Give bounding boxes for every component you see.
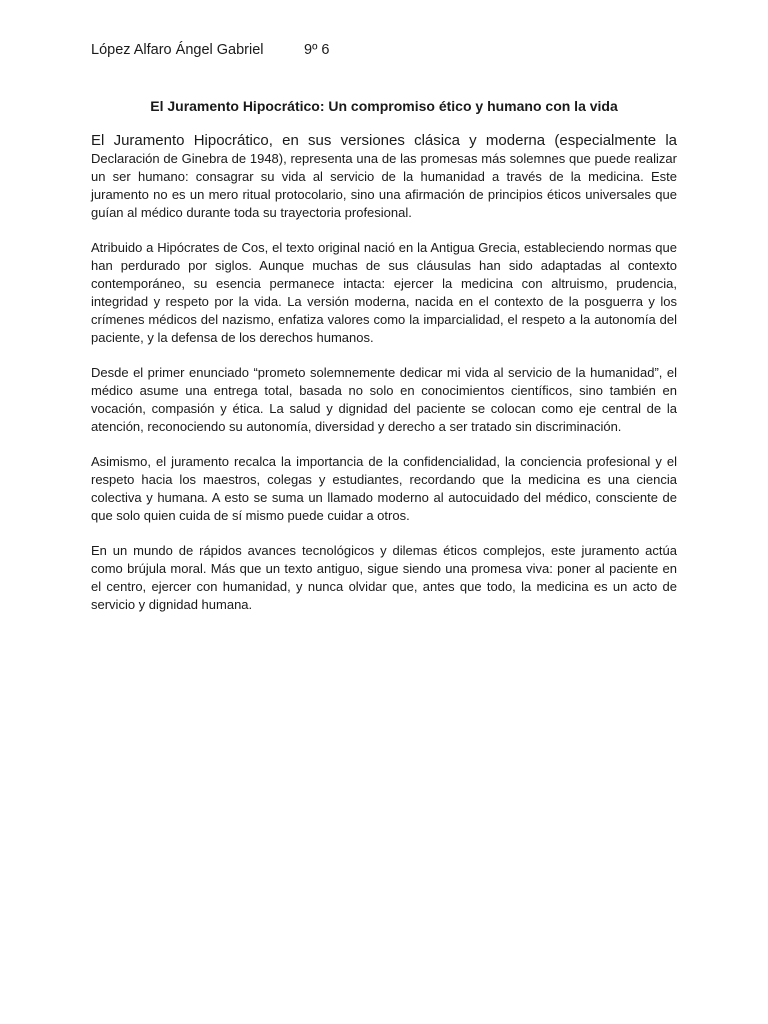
document-title: El Juramento Hipocrático: Un compromiso ético y humano con la vida <box>150 98 618 114</box>
paragraph-2: Atribuido a Hipócrates de Cos, el texto original nació en la Antigua Grecia, estableciendo normas que han perdurado por siglos. Aunque muchas de sus cláusulas han sido adaptadas al contexto contemporáneo, su esencia permanece intacta: ejercer la medicina con altruismo, prudencia, integridad y respeto por la vida. La versión moderna, nacida en el contexto de la posguerra y los crímenes médicos del nazismo, enfatiza valores como la imparcialidad, el respeto a la autonomía del paciente, y la defensa de los derechos humanos. <box>91 240 677 345</box>
paragraph-1-rest: Declaración de Ginebra de 1948), representa una de las promesas más solemnes que puede realizar un ser humano: consagrar su vida al servicio de la humanidad a través de la medicina. Este juramento no es un mero ritual protocolario, sino una afirmación de principios éticos universales que guían al médico durante toda su trayectoria profesional. <box>91 151 677 220</box>
paragraph-3: Desde el primer enunciado “prometo solemnemente dedicar mi vida al servicio de la humanidad”, el médico asume una entrega total, basada no solo en conocimientos científicos, sino también en vocación, compasión y ética. La salud y dignidad del paciente se colocan como eje central de la atención, reconociendo su autonomía, diversidad y derecho a ser tratado sin discriminación. <box>91 365 677 434</box>
paragraph-5: En un mundo de rápidos avances tecnológicos y dilemas éticos complejos, este juramento actúa como brújula moral. Más que un texto antiguo, sigue siendo una promesa viva: poner al paciente en el centro, ejercer con humanidad, y nunca olvidar que, antes que todo, la medicina es un acto de servicio y dignidad humana. <box>91 543 677 612</box>
student-grade: 9º 6 <box>304 42 330 58</box>
paragraph-1 <box>91 132 677 222</box>
document-header <box>91 42 329 58</box>
paragraph-4: Asimismo, el juramento recalca la importancia de la confidencialidad, la conciencia profesional y el respeto hacia los maestros, colegas y estudiantes, recordando que la medicina es una ciencia colectiva y humana. A esto se suma un llamado moderno al autocuidado del médico, consciente de que solo quien cuida de sí mismo puede cuidar a otros. <box>91 454 677 523</box>
document-body <box>91 132 677 631</box>
paragraph-1-lead: El Juramento Hipocrático, en sus versiones clásica y moderna (especialmente la <box>91 132 677 149</box>
student-name: López Alfaro Ángel Gabriel <box>91 42 264 58</box>
